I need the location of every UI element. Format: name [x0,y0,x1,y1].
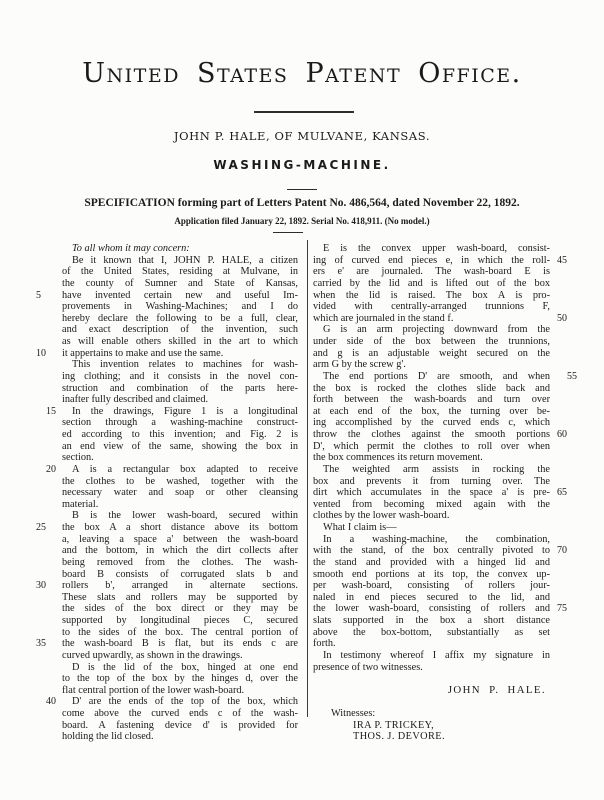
text-line [36,289,298,302]
line-text: JOHN P. HALE. [447,683,546,696]
text-line [313,452,550,464]
text-line [46,405,298,418]
text-line [313,266,550,278]
line-number: 15 [46,405,56,417]
text-line [313,243,550,255]
text-line [62,429,298,441]
text-line [313,685,550,697]
title-divider-rule [254,111,354,113]
line-text: section through a washing-machine construct- [62,417,298,429]
text-line [313,487,567,499]
text-line [62,359,298,371]
line-number: 65 [557,487,567,499]
text-line [313,662,550,674]
line-text: it appertains to make and use the same. [62,347,224,359]
text-line [313,429,567,441]
line-text: B is the lower wash-board, secured within [72,510,298,522]
text-line [313,312,567,325]
text-line [46,463,298,476]
text-line [313,301,550,313]
line-text: E is the convex upper wash-board, consist- [323,243,550,254]
text-line [313,534,550,546]
line-text: In the drawings, Figure 1 is a longitudinal [72,405,298,417]
line-number: 5 [36,289,41,301]
text-line [62,650,298,662]
text-line [62,487,298,499]
line-number: 75 [557,603,567,615]
line-text: throw the clothes against the smooth portions [313,429,550,440]
text-line [62,476,298,488]
line-text: and exact description of the invention, such [62,324,298,336]
text-line [313,720,550,732]
line-text: curved upwardly, as shown in the drawings. [62,649,243,661]
line-text: the stand and provided with a hinged lid and [313,556,550,568]
text-line [313,580,550,592]
line-text: and g is an adjustable weight secured on the [313,347,550,359]
text-line [62,510,298,522]
line-text: a, leaving a space a' between the wash-board [62,533,298,545]
line-text: at each end of the box, the turning over be- [313,405,550,417]
text-line [313,708,550,720]
text-line [62,266,298,278]
text-line [62,534,298,546]
line-text: slats supported in the box a short distance [313,615,550,626]
line-text: ed according to this invention; and Fig. 2 is [62,429,298,440]
line-number: 60 [557,429,567,440]
line-text: IRA P. TRICKEY, [353,719,435,731]
line-text: above the box-bottom, substantially as set [313,626,550,638]
invention-title: WASHING-MACHINE. [213,158,391,172]
text-line [313,324,550,336]
line-text: flat central portion of the lower wash-board. [62,684,245,696]
line-text: vented from becoming mixed again with the [313,498,550,510]
line-text: have invented certain new and useful Im- [62,289,298,301]
line-number: 35 [36,638,46,650]
line-text: The weighted arm assists in rocking the [323,463,550,475]
text-line [313,406,550,418]
specification-divider-rule [273,232,303,233]
line-text: A is a rectangular box adapted to receive [72,463,298,475]
text-line [46,696,298,708]
line-text: which are journaled in the stand f. [313,312,454,324]
text-line [62,673,298,685]
line-text: ing of curved end pieces e, in which the roll- [313,254,550,266]
text-line [62,301,298,313]
line-text: presence of two witnesses. [313,661,423,673]
text-line [313,441,550,453]
line-text: holding the lid closed. [62,731,154,743]
line-text: the county of Sumner and State of Kansas, [62,277,298,289]
line-text: the box A a short distance above its bottom [62,522,298,533]
line-text: Be it known that I, JOHN P. HALE, a citizen [72,254,298,266]
line-text: ing clothing; and it consists in the novel con- [62,370,298,382]
text-line [62,452,298,464]
line-text: to the sides of the box. The central portion of [62,626,298,638]
line-number: 45 [557,254,567,266]
line-text: of the United States, residing at Mulvane, in [62,266,298,278]
text-line [62,243,298,255]
line-text: an end view of the same, showing the box in [62,440,298,452]
text-line [36,347,298,360]
line-text: vided with centrally-arranged trunnions F, [313,301,550,313]
line-text: The end portions D' are smooth, and when [323,370,550,382]
line-text: These slats and rollers may be supported by [62,591,298,603]
line-text: smooth end portions at its top, the convex up- [313,568,550,580]
line-text: the clothes to be washed, together with the [62,475,298,487]
text-line [313,336,550,348]
text-line [62,278,298,290]
line-text: with the stand, of the box centrally pivoted to [313,545,550,557]
line-number: 55 [567,370,577,382]
text-line [62,615,298,627]
text-line [313,499,550,511]
line-text: D' are the ends of the top of the box, which [72,696,298,708]
text-line [313,394,550,406]
text-line [313,510,550,522]
text-line [62,545,298,557]
line-gap [313,696,550,708]
line-text: Witnesses: [331,708,376,719]
text-line [36,580,298,592]
application-line: Application filed January 22, 1892. Serial No. 418,911. (No model.) [174,216,430,226]
text-line [313,417,550,429]
text-line [313,603,567,615]
line-text: section. [62,452,94,464]
inventor-line: JOHN P. HALE, OF MULVANE, KANSAS. [173,129,431,143]
text-line [62,592,298,604]
line-text: THOS. J. DEVORE. [353,731,445,743]
column-divider-rule [307,240,308,717]
line-text: the box is rocked the clothes slide back and [313,382,550,394]
text-line [313,650,550,662]
text-line [62,603,298,615]
text-line [313,557,550,569]
line-text: This invention relates to machines for wash- [72,359,298,371]
line-number: 25 [36,522,46,533]
text-line [62,441,298,453]
line-text: D is the lid of the box, hinged at one end [72,661,298,673]
page-title: United States Patent Office. [82,58,522,89]
invention-divider-rule [287,189,317,190]
line-text: In testimony whereof I affix my signature in [323,649,550,661]
line-text: rollers b', arranged in alternate sections. [62,580,298,592]
line-text: To all whom it may concern: [72,243,190,254]
text-line [313,627,550,639]
line-text: material. [62,498,99,510]
line-text: forth between the wash-boards and turn over [313,394,550,406]
line-number: 30 [36,580,46,592]
line-text: come above the curved ends c of the wash- [62,708,298,719]
left-column [36,243,298,743]
right-column [313,243,577,743]
text-line [313,348,550,360]
text-line [62,731,298,743]
text-line [313,476,550,488]
line-text: board B consists of corrugated slats b and [62,568,298,580]
line-text: box and prevents it from turning over. The [313,475,550,487]
text-line [313,383,550,395]
text-line [62,417,298,429]
text-line [62,720,298,732]
text-line [62,569,298,581]
line-text: carried by the lid and is lifted out of the box [313,277,550,289]
line-text: forth. [313,638,336,650]
text-line [62,394,298,406]
specification-line: SPECIFICATION forming part of Letters Patent No. 486,564, dated November 22, 1892. [84,197,520,209]
text-line [313,615,550,627]
line-text: to the top of the box by the hinges d, over the [62,673,298,685]
line-text: board. A fastening device d' is provided for [62,719,298,731]
text-line [62,371,298,383]
line-text: per wash-board, consisting of rollers jour- [313,580,550,592]
line-text: clothes by the lower wash-board. [313,510,450,522]
text-line [313,359,550,371]
line-text: as will enable others skilled in the art to which [62,336,298,347]
line-text: ing accomplished by the curved ends c, which [313,417,550,429]
text-line [62,708,298,720]
line-number: 40 [46,696,56,708]
text-line [313,638,550,650]
text-line [36,638,298,650]
text-line [62,557,298,569]
text-line [313,569,550,581]
line-text: the box commences its return movement. [313,452,483,464]
line-text: inafter fully described and claimed. [62,394,209,406]
line-text: ers e' are journaled. The wash-board E is [313,266,550,278]
text-line [313,545,567,557]
line-text: D', which permit the clothes to roll over when [313,440,550,452]
text-line [62,383,298,395]
line-text: the wash-board B is flat, but its ends c are [62,638,298,650]
text-line [313,464,550,476]
line-text: and the bottom, in which the dirt collects after [62,545,298,557]
text-line [313,254,567,267]
text-line [62,313,298,325]
text-line [62,685,298,697]
line-number: 50 [557,312,567,324]
line-text: What I claim is— [323,522,397,533]
text-line [313,731,550,743]
line-text: the sides of the box direct or they may be [62,603,298,615]
line-text: under side of the box between the trunnions, [313,336,550,347]
line-text: provements in Washing-Machines; and I do [62,301,298,313]
text-line [62,336,298,348]
line-text: necessary water and soap or other cleansing [62,487,298,499]
text-line [62,499,298,511]
line-text: struction and combination of the parts here- [62,382,298,394]
line-text: arm G by the screw g'. [313,359,406,371]
line-number: 70 [557,545,567,557]
text-line [313,290,550,302]
line-text: when the lid is raised. The box A is pro- [313,289,550,301]
line-text: G is an arm projecting downward from the [323,324,550,336]
line-text: naled in end pieces secured to the lid, and [313,591,550,603]
text-line [62,662,298,674]
line-number: 20 [46,463,56,475]
text-line [62,627,298,639]
line-text: hereby declare the following to be a full, clear, [62,312,298,324]
text-line [313,278,550,290]
text-line [313,370,577,383]
line-text: dirt which accumulates in the space a' is pre- [313,487,550,499]
text-line [313,522,550,534]
line-text: In a washing-machine, the combination, [323,533,550,545]
text-line [62,255,298,267]
text-line [62,324,298,336]
line-text: supported by longitudinal pieces C, secured [62,615,298,626]
line-text: being removed from the clothes. The wash- [62,556,298,568]
line-text: the lower wash-board, consisting of rollers and [313,603,550,615]
line-number: 10 [36,347,46,359]
text-line [313,592,550,604]
text-line [36,522,298,534]
